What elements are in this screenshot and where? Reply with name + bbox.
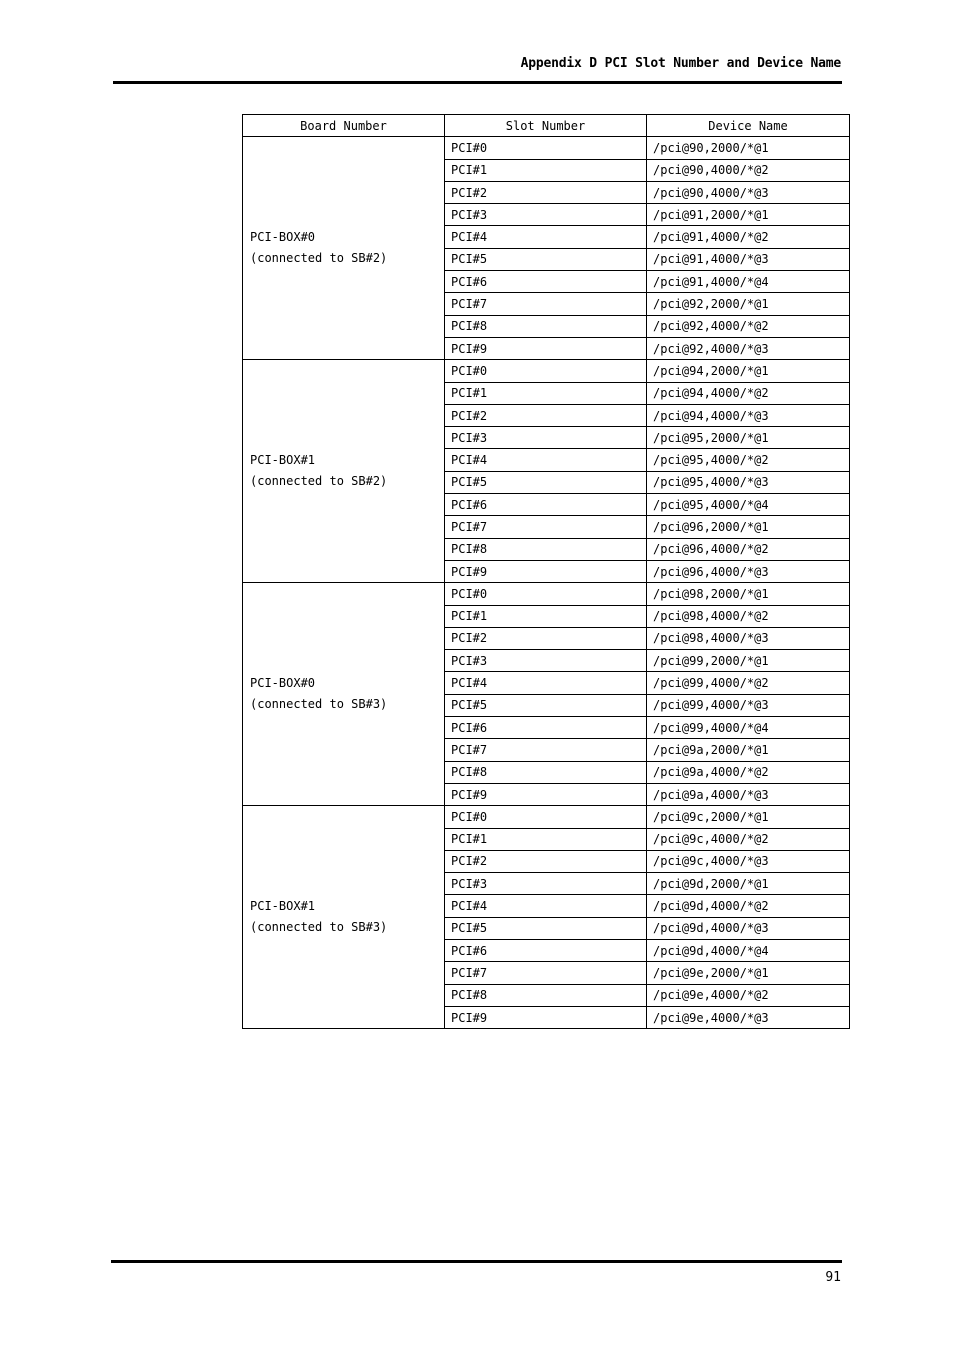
board-name: PCI-BOX#1 <box>250 452 316 467</box>
device-name-cell: /pci@94,4000/*@3 <box>647 404 850 426</box>
footer-rule <box>111 1260 842 1263</box>
slot-number-cell: PCI#7 <box>445 293 647 315</box>
device-name-cell: /pci@9c,2000/*@1 <box>647 806 850 828</box>
slot-number-cell: PCI#3 <box>445 873 647 895</box>
device-name-cell: /pci@9d,2000/*@1 <box>647 873 850 895</box>
device-name-cell: /pci@91,4000/*@3 <box>647 248 850 270</box>
table-row <box>243 806 850 828</box>
slot-number-cell: PCI#6 <box>445 494 647 516</box>
slot-number-cell: PCI#7 <box>445 962 647 984</box>
device-name-cell: /pci@90,2000/*@1 <box>647 137 850 159</box>
slot-number-cell: PCI#9 <box>445 1006 647 1028</box>
table-row <box>243 583 850 605</box>
board-name: PCI-BOX#0 <box>250 229 316 244</box>
device-name-cell: /pci@9a,2000/*@1 <box>647 739 850 761</box>
table-body <box>243 137 850 1029</box>
board-name: PCI-BOX#0 <box>250 675 316 690</box>
slot-number-cell: PCI#1 <box>445 828 647 850</box>
device-name-cell: /pci@99,4000/*@4 <box>647 717 850 739</box>
device-name-cell: /pci@95,4000/*@2 <box>647 449 850 471</box>
device-name-cell: /pci@9d,4000/*@4 <box>647 939 850 961</box>
header-rule <box>113 81 842 84</box>
device-name-cell: /pci@94,2000/*@1 <box>647 360 850 382</box>
device-name-cell: /pci@9e,4000/*@3 <box>647 1006 850 1028</box>
board-number-cell <box>243 137 445 360</box>
slot-number-cell: PCI#4 <box>445 449 647 471</box>
table-row <box>243 360 850 382</box>
slot-number-cell: PCI#2 <box>445 181 647 203</box>
slot-number-cell: PCI#2 <box>445 627 647 649</box>
slot-number-cell: PCI#3 <box>445 650 647 672</box>
device-name-cell: /pci@91,4000/*@4 <box>647 271 850 293</box>
device-name-cell: /pci@9e,4000/*@2 <box>647 984 850 1006</box>
board-connection: (connected to SB#2) <box>250 474 388 489</box>
slot-number-cell: PCI#6 <box>445 717 647 739</box>
column-header-device-name: Device Name <box>647 115 850 137</box>
slot-number-cell: PCI#1 <box>445 605 647 627</box>
device-name-cell: /pci@91,4000/*@2 <box>647 226 850 248</box>
slot-number-cell: PCI#4 <box>445 672 647 694</box>
device-name-cell: /pci@95,4000/*@3 <box>647 471 850 493</box>
slot-number-cell: PCI#4 <box>445 226 647 248</box>
device-name-cell: /pci@9d,4000/*@3 <box>647 917 850 939</box>
device-name-cell: /pci@98,4000/*@2 <box>647 605 850 627</box>
slot-number-cell: PCI#3 <box>445 204 647 226</box>
board-number-cell <box>243 583 445 806</box>
slot-number-cell: PCI#7 <box>445 739 647 761</box>
slot-number-cell: PCI#9 <box>445 783 647 805</box>
device-name-cell: /pci@98,2000/*@1 <box>647 583 850 605</box>
device-name-cell: /pci@9d,4000/*@2 <box>647 895 850 917</box>
slot-number-cell: PCI#6 <box>445 271 647 293</box>
device-name-cell: /pci@9e,2000/*@1 <box>647 962 850 984</box>
slot-number-cell: PCI#2 <box>445 850 647 872</box>
column-header-slot-number: Slot Number <box>445 115 647 137</box>
device-name-cell: /pci@9a,4000/*@3 <box>647 783 850 805</box>
table-header-row <box>243 115 850 137</box>
board-number-cell <box>243 360 445 583</box>
device-name-cell: /pci@9c,4000/*@2 <box>647 828 850 850</box>
board-name: PCI-BOX#1 <box>250 898 316 913</box>
slot-number-cell: PCI#0 <box>445 360 647 382</box>
column-header-board-number: Board Number <box>243 115 445 137</box>
slot-number-cell: PCI#3 <box>445 427 647 449</box>
table-row <box>243 137 850 159</box>
slot-number-cell: PCI#5 <box>445 248 647 270</box>
device-name-cell: /pci@92,4000/*@3 <box>647 337 850 359</box>
slot-number-cell: PCI#9 <box>445 337 647 359</box>
device-name-cell: /pci@9a,4000/*@2 <box>647 761 850 783</box>
slot-number-cell: PCI#8 <box>445 315 647 337</box>
slot-number-cell: PCI#5 <box>445 917 647 939</box>
board-connection: (connected to SB#3) <box>250 920 388 935</box>
slot-number-cell: PCI#2 <box>445 404 647 426</box>
device-name-cell: /pci@98,4000/*@3 <box>647 627 850 649</box>
device-name-cell: /pci@96,4000/*@2 <box>647 538 850 560</box>
slot-number-cell: PCI#0 <box>445 583 647 605</box>
device-name-cell: /pci@99,2000/*@1 <box>647 650 850 672</box>
slot-number-cell: PCI#1 <box>445 382 647 404</box>
board-connection: (connected to SB#3) <box>250 697 388 712</box>
slot-number-cell: PCI#6 <box>445 939 647 961</box>
device-name-cell: /pci@96,2000/*@1 <box>647 516 850 538</box>
slot-number-cell: PCI#0 <box>445 137 647 159</box>
page-number: 91 <box>825 1270 841 1285</box>
device-name-cell: /pci@9c,4000/*@3 <box>647 850 850 872</box>
device-name-cell: /pci@92,4000/*@2 <box>647 315 850 337</box>
slot-number-cell: PCI#5 <box>445 471 647 493</box>
slot-number-cell: PCI#8 <box>445 761 647 783</box>
device-name-cell: /pci@94,4000/*@2 <box>647 382 850 404</box>
slot-number-cell: PCI#7 <box>445 516 647 538</box>
device-name-cell: /pci@95,4000/*@4 <box>647 494 850 516</box>
running-header-title: Appendix D PCI Slot Number and Device Name <box>520 56 841 71</box>
slot-number-cell: PCI#8 <box>445 538 647 560</box>
device-name-cell: /pci@90,4000/*@2 <box>647 159 850 181</box>
slot-number-cell: PCI#4 <box>445 895 647 917</box>
device-name-cell: /pci@91,2000/*@1 <box>647 204 850 226</box>
slot-number-cell: PCI#9 <box>445 560 647 582</box>
slot-number-cell: PCI#8 <box>445 984 647 1006</box>
device-name-cell: /pci@92,2000/*@1 <box>647 293 850 315</box>
device-name-cell: /pci@99,4000/*@2 <box>647 672 850 694</box>
board-connection: (connected to SB#2) <box>250 251 388 266</box>
board-number-cell <box>243 806 445 1029</box>
device-name-cell: /pci@95,2000/*@1 <box>647 427 850 449</box>
slot-number-cell: PCI#5 <box>445 694 647 716</box>
device-name-cell: /pci@90,4000/*@3 <box>647 181 850 203</box>
slot-number-cell: PCI#0 <box>445 806 647 828</box>
device-name-cell: /pci@99,4000/*@3 <box>647 694 850 716</box>
pci-slot-table <box>242 114 850 1029</box>
slot-number-cell: PCI#1 <box>445 159 647 181</box>
device-name-cell: /pci@96,4000/*@3 <box>647 560 850 582</box>
